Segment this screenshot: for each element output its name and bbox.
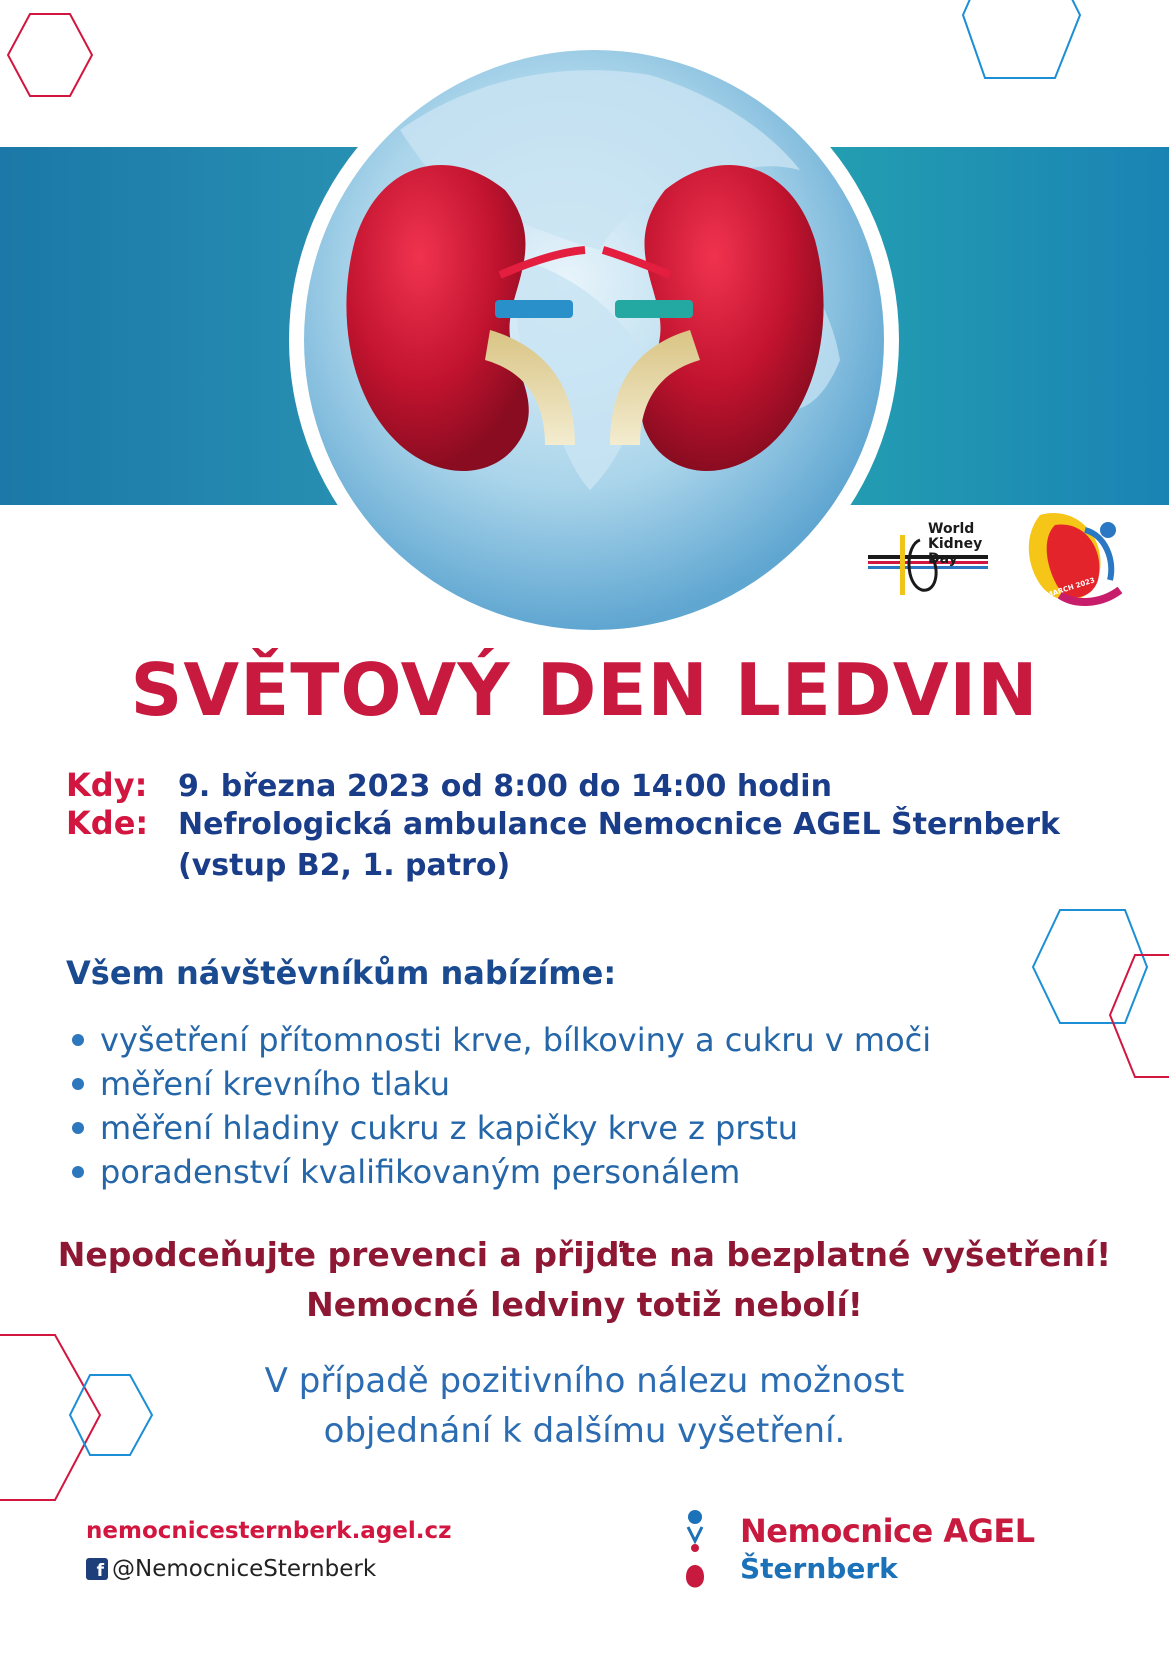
call-to-action — [0, 1230, 1169, 1330]
bullet-icon — [72, 1122, 84, 1134]
wkd-logo-line1: World — [928, 521, 975, 537]
where-value: Nefrologická ambulance Nemocnice AGEL Šternberk — [178, 807, 1061, 842]
when-label: Kdy: — [66, 766, 148, 804]
facebook-handle: @NemocniceSternberk — [112, 1556, 377, 1582]
facebook-icon: f — [86, 1558, 108, 1580]
world-kidney-day-logo — [860, 505, 1132, 615]
follow-up-note — [0, 1356, 1169, 1456]
event-when — [66, 766, 1060, 804]
facebook-link[interactable] — [86, 1556, 376, 1582]
list-item — [72, 1106, 931, 1150]
note-line-2: objednání k dalšímu vyšetření. — [323, 1411, 846, 1451]
offer-heading: Všem návštěvníkům nabízíme: — [66, 954, 617, 992]
agel-logo-name: Nemocnice AGEL — [740, 1512, 1035, 1550]
wkd-logo-text — [928, 522, 982, 567]
offer-list — [72, 1018, 931, 1194]
wkd-logo-line3: Day — [928, 551, 958, 567]
event-info — [66, 766, 1060, 890]
cta-line-1: Nepodceňujte prevenci a přijďte na bezplatné vyšetření! — [57, 1235, 1112, 1274]
list-item — [72, 1150, 931, 1194]
list-item — [72, 1062, 931, 1106]
list-item — [72, 1018, 931, 1062]
wkd-logo-line2: Kidney — [928, 536, 983, 552]
offer-item-text: měření hladiny cukru z kapičky krve z prstu — [100, 1109, 798, 1147]
offer-item-text: měření krevního tlaku — [100, 1065, 451, 1103]
offer-item-text: poradenství kvalifikovaným personálem — [100, 1153, 741, 1191]
event-where — [66, 804, 1060, 842]
where-label: Kde: — [66, 804, 149, 842]
bullet-icon — [72, 1034, 84, 1046]
when-value: 9. března 2023 od 8:00 do 14:00 hodin — [178, 769, 832, 804]
wkd-logo-date: 9 MARCH 2023 — [1038, 576, 1096, 602]
bullet-icon — [72, 1078, 84, 1090]
website-link[interactable]: nemocnicesternberk.agel.cz — [86, 1518, 452, 1544]
note-line-1: V případě pozitivního nálezu možnost — [264, 1361, 905, 1401]
where-value-detail: (vstup B2, 1. patro) — [178, 848, 511, 883]
agel-logo-city: Šternberk — [740, 1552, 898, 1585]
bullet-icon — [72, 1166, 84, 1178]
cta-line-2: Nemocné ledviny totiž nebolí! — [306, 1285, 863, 1324]
page-title: SVĚTOVÝ DEN LEDVIN — [130, 648, 1039, 732]
hexagon-decoration-right — [1025, 905, 1169, 1105]
offer-item-text: vyšetření přítomnosti krve, bílkoviny a cukru v moči — [100, 1021, 932, 1059]
